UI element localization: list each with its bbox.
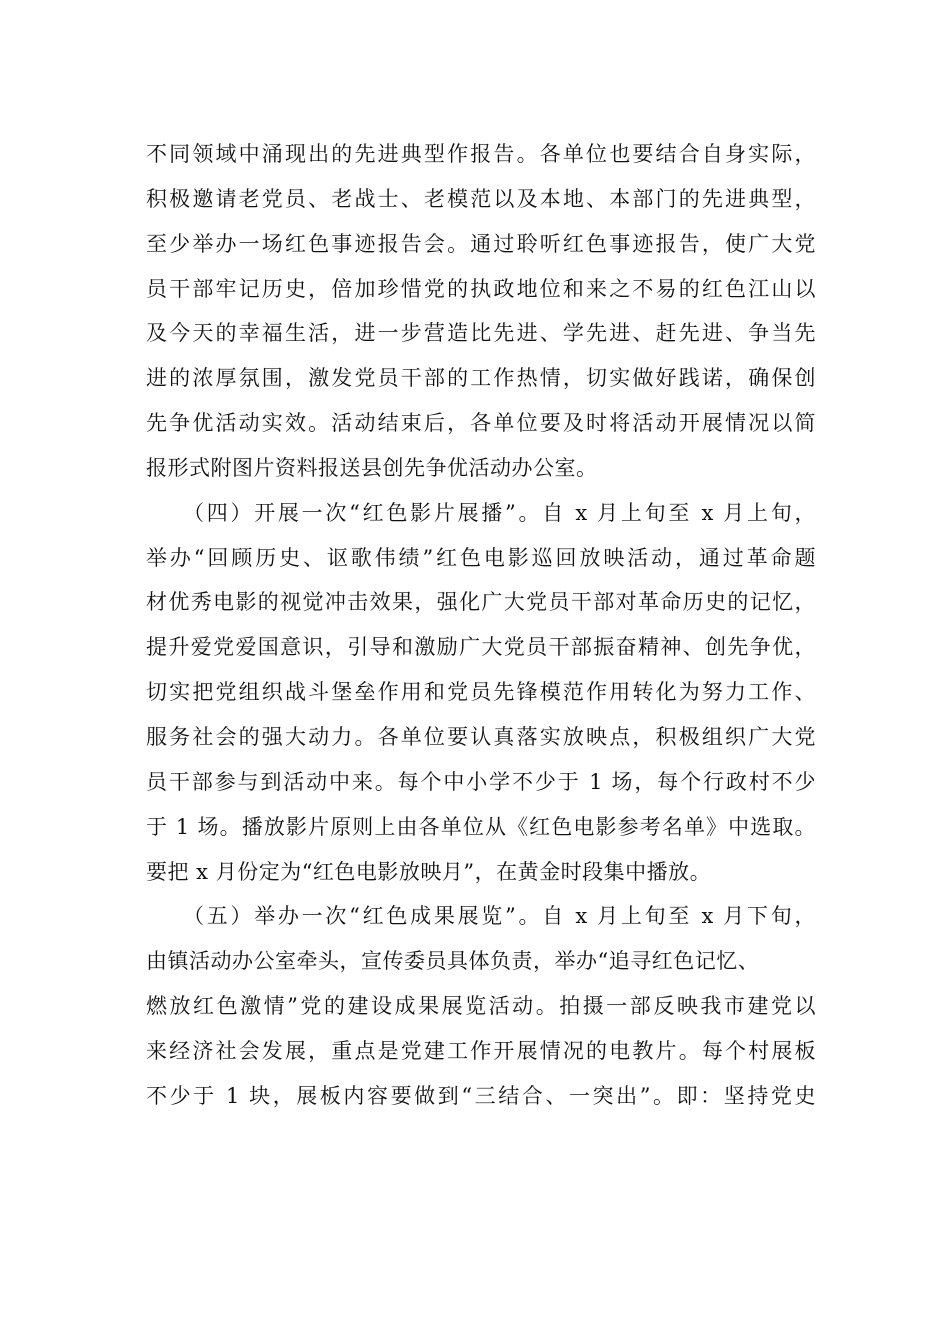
text-line: 燃放红色激情”党的建设成果展览活动。拍摄一部反映我市建党以 [146,994,816,1019]
body-text [146,132,816,1119]
text-line: 报形式附图片资料报送县创先争优活动办公室。 [146,455,598,480]
text-line: 先争优活动实效。活动结束后，各单位要及时将活动开展情况以简 [146,411,816,436]
text-line: 服务社会的强大动力。各单位要认真落实放映点，积极组织广大党 [146,724,816,749]
text-line: 于 1 场。播放影片原则上由各单位从《红色电影参考名单》中选取。 [146,814,816,839]
text-line: 来经济社会发展，重点是党建工作开展情况的电教片。每个村展板 [146,1038,816,1063]
text-line: 至少举办一场红色事迹报告会。通过聆听红色事迹报告，使广大党 [146,231,816,256]
text-line: 提升爱党爱国意识，引导和激励广大党员干部振奋精神、创先争优， [146,635,816,660]
paragraph-heading-line: （五）举办一次“红色成果展览”。自 x 月上旬至 x 月下旬， [146,904,816,929]
text-line: 材优秀电影的视觉冲击效果，强化广大党员干部对革命历史的记忆， [146,590,816,615]
text-line: 切实把党组织战斗堡垒作用和党员先锋模范作用转化为努力工作、 [146,680,816,705]
text-line: 及今天的幸福生活，进一步营造比先进、学先进、赶先进、争当先 [146,321,816,346]
text-line: 不少于 1 块，展板内容要做到“三结合、一突出”。即：坚持党史 [146,1083,816,1108]
text-line: 员干部牢记历史，倍加珍惜党的执政地位和来之不易的红色江山以 [146,276,816,301]
text-line: 进的浓厚氛围，激发党员干部的工作热情，切实做好践诺，确保创 [146,366,816,391]
text-line: 不同领域中涌现出的先进典型作报告。各单位也要结合自身实际， [146,142,816,166]
paragraph-heading-line: （四）开展一次“红色影片展播”。自 x 月上旬至 x 月上旬， [146,500,816,525]
text-line: 要把 x 月份定为“红色电影放映月”，在黄金时段集中播放。 [146,859,712,884]
text-line: 员干部参与到活动中来。每个中小学不少于 1 场，每个行政村不少 [146,769,816,794]
text-line: 由镇活动办公室牵头，宣传委员具体负责，举办“追寻红色记忆、 [146,949,760,974]
text-line: 举办“回顾历史、讴歌伟绩”红色电影巡回放映活动，通过革命题 [146,545,816,570]
text-line: 积极邀请老党员、老战士、老模范以及本地、本部门的先进典型， [146,186,816,211]
